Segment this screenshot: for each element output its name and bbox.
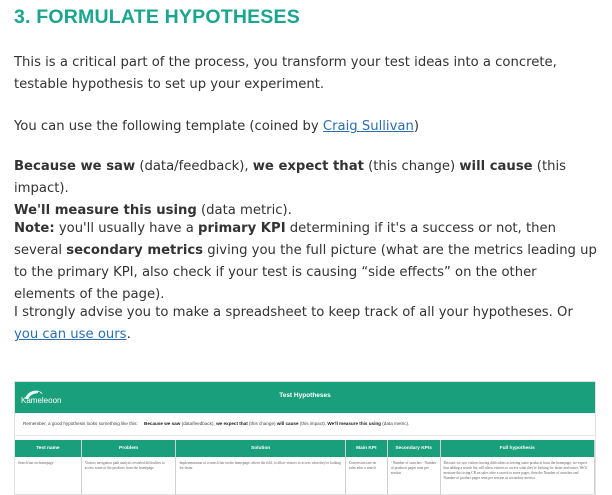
reminder-text: (this change) [247, 421, 277, 426]
column-header: Main KPI [346, 440, 388, 457]
spreadsheet-column-headers [15, 440, 595, 457]
reminder-text: (this impact). [298, 421, 328, 426]
note-text: giving you the full picture (what are the metrics leading up to the primary KPI, also check if your test is causing “side effects” on the other elements of the page). [14, 243, 597, 302]
reminder-bold: will cause [276, 421, 299, 426]
spreadsheet-title: Test Hypotheses [279, 392, 331, 399]
spreadsheet-reminder [15, 413, 595, 436]
craig-sullivan-link[interactable]: Craig Sullivan [322, 119, 414, 134]
column-header: Full hypothesis [441, 440, 595, 457]
reminder-text: (data metric). [381, 421, 410, 426]
spreadsheet-text-end: . [126, 327, 131, 342]
note-bold: primary KPI [198, 221, 286, 236]
table-cell: - Number of searches - Number of products pages seen per session [388, 457, 441, 495]
spreadsheet-header [15, 382, 595, 413]
note-bold: Note: [14, 221, 55, 236]
column-header: Test name [15, 440, 82, 457]
note-bold: secondary metrics [66, 243, 204, 258]
template-bold: will cause [459, 159, 533, 174]
template-bold: Because we saw [14, 159, 136, 174]
use-ours-link[interactable]: you can use ours [14, 327, 127, 342]
reminder-bold: we expect that [216, 421, 248, 426]
template-text: (this change) [363, 159, 460, 174]
template-text: (data metric). [196, 203, 292, 218]
note-text: you'll usually have a [54, 221, 199, 236]
spreadsheet-paragraph [14, 302, 599, 346]
note-text: determining if it's a success or not, then several [14, 221, 556, 258]
template-bold: We'll measure this using [14, 203, 197, 218]
spreadsheet-text: I strongly advise you to make a spreadsheet to keep track of all your hypotheses. Or [14, 305, 573, 320]
column-header: Secondary KPIs [388, 440, 441, 457]
kameleoon-logo-text: Kameleoon [21, 396, 62, 405]
table-cell: Search bar on homepage [15, 457, 82, 495]
hypotheses-spreadsheet-image [14, 381, 596, 495]
section-heading: 3. FORMULATE HYPOTHESES [14, 6, 300, 28]
template-text: (data/feedback), [135, 159, 253, 174]
intro-paragraph: This is a critical part of the process, you transform your test ideas into a concrete, testable hypothesis to set up your experiment. [14, 55, 557, 92]
note-paragraph [14, 218, 599, 306]
template-text: (this impact). [14, 159, 567, 196]
hypothesis-template [14, 156, 599, 222]
table-cell: Visitors navigation path analysis revealed difficulties to access some of the products from the homepage [82, 457, 177, 495]
reminder-text: (data/feedback), [180, 421, 217, 426]
table-row [15, 457, 595, 495]
table-cell: Implementation of a search bar on the homepage, above the fold, to allow visitors to access what they're looking for faster [176, 457, 345, 495]
template-text: You can use the following template (coined by [14, 119, 323, 134]
column-header: Solution [176, 440, 345, 457]
reminder-text: Remember, a good hypothesis looks something like this: [23, 421, 138, 426]
template-text-end: ) [413, 119, 419, 134]
table-cell: Conversion rate on sales after a search [346, 457, 388, 495]
template-bold: we expect that [252, 159, 364, 174]
table-cell: Because we saw visitors having difficulties accessing some products from the homepage, we expect that adding a search bar will allow visitors to access what they're looking for faster and easier. We'll measure this using CR on sales after a search to more pages, then the Number of searches and Number of product pages seen per session as secondary metrics. [441, 457, 595, 495]
template-paragraph [14, 116, 599, 138]
column-header: Problem [82, 440, 177, 457]
reminder-bold: We'll measure this using [327, 421, 381, 426]
reminder-bold: Because we saw [144, 421, 181, 426]
